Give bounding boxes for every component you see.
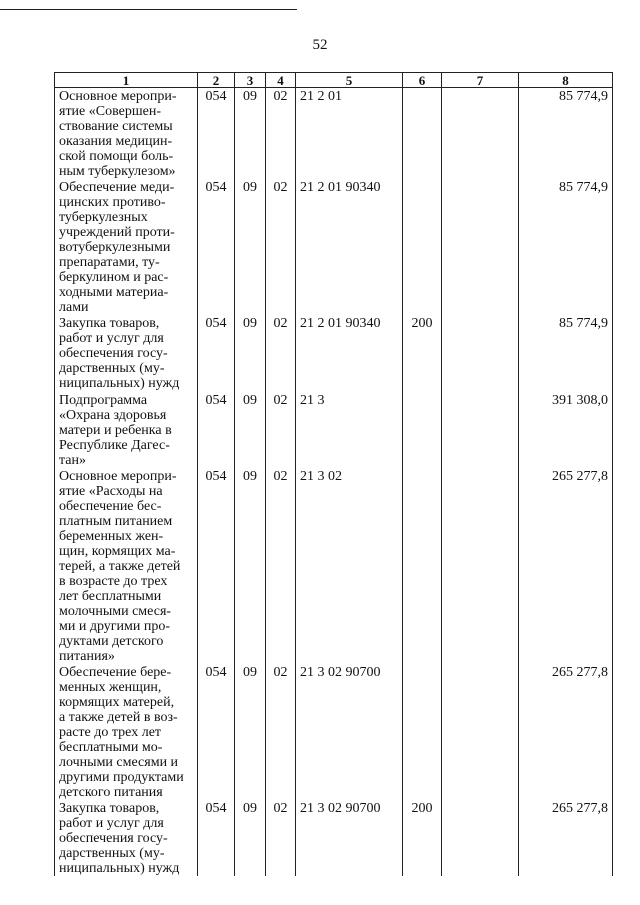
row-code-3: 09 [235, 800, 266, 876]
row-code-2: 054 [198, 315, 235, 392]
row-code-7 [442, 179, 519, 315]
row-code-7 [442, 800, 519, 876]
row-code-4: 02 [266, 468, 296, 664]
row-code-5: 21 3 02 90700 [296, 664, 403, 800]
header-col-7: 7 [442, 73, 519, 88]
header-col-3: 3 [235, 73, 266, 88]
row-name: Закупка товаров, работ и услуг для обеспечения госу- дарственных (му- ниципальных) нужд [55, 315, 198, 392]
table-row [55, 392, 613, 468]
row-code-5: 21 2 01 90340 [296, 179, 403, 315]
header-col-1: 1 [55, 73, 198, 88]
row-code-6: 200 [403, 315, 442, 392]
header-row [55, 73, 613, 88]
row-code-6: 200 [403, 800, 442, 876]
table-row [55, 315, 613, 392]
row-code-6 [403, 392, 442, 468]
row-name: Обеспечение меди- цинских противо- туберкулезных учреждений проти- вотуберкулезными препаратами, ту- беркулином и рас- ходными материа- лами [55, 179, 198, 315]
row-code-2: 054 [198, 468, 235, 664]
row-code-7 [442, 468, 519, 664]
budget-table [54, 72, 613, 876]
row-amount: 85 774,9 [519, 88, 613, 180]
row-code-6 [403, 179, 442, 315]
row-code-5: 21 2 01 90340 [296, 315, 403, 392]
row-code-5: 21 3 02 [296, 468, 403, 664]
row-code-6 [403, 664, 442, 800]
table-row [55, 664, 613, 800]
header-col-6: 6 [403, 73, 442, 88]
row-code-2: 054 [198, 664, 235, 800]
row-code-5: 21 3 [296, 392, 403, 468]
row-code-4: 02 [266, 800, 296, 876]
row-code-7 [442, 88, 519, 180]
row-name: Основное меропри- ятие «Совершен- ствование системы оказания медицин- ской помощи боль- ным туберкулезом» [55, 88, 198, 180]
row-code-2: 054 [198, 392, 235, 468]
row-code-3: 09 [235, 392, 266, 468]
row-name: Обеспечение бере- менных женщин, кормящих матерей, а также детей в воз- расте до трех лет бесплатными мо- лочными смесями и другими продуктами детского питания [55, 664, 198, 800]
table-row [55, 800, 613, 876]
row-code-4: 02 [266, 179, 296, 315]
row-code-6 [403, 88, 442, 180]
row-code-3: 09 [235, 468, 266, 664]
row-code-5: 21 2 01 [296, 88, 403, 180]
row-code-3: 09 [235, 315, 266, 392]
header-col-4: 4 [266, 73, 296, 88]
table-row [55, 88, 613, 180]
row-code-7 [442, 392, 519, 468]
row-amount: 85 774,9 [519, 179, 613, 315]
row-code-3: 09 [235, 88, 266, 180]
row-amount: 265 277,8 [519, 468, 613, 664]
row-code-2: 054 [198, 88, 235, 180]
header-col-5: 5 [296, 73, 403, 88]
row-name: Закупка товаров, работ и услуг для обеспечения госу- дарственных (му- ниципальных) нужд [55, 800, 198, 876]
header-col-8: 8 [519, 73, 613, 88]
row-code-2: 054 [198, 179, 235, 315]
row-amount: 85 774,9 [519, 315, 613, 392]
row-amount: 391 308,0 [519, 392, 613, 468]
header-col-2: 2 [198, 73, 235, 88]
table-row [55, 179, 613, 315]
row-code-4: 02 [266, 392, 296, 468]
row-code-7 [442, 664, 519, 800]
row-code-6 [403, 468, 442, 664]
row-code-2: 054 [198, 800, 235, 876]
row-code-3: 09 [235, 664, 266, 800]
row-code-3: 09 [235, 179, 266, 315]
row-code-7 [442, 315, 519, 392]
row-code-5: 21 3 02 90700 [296, 800, 403, 876]
row-code-4: 02 [266, 315, 296, 392]
row-code-4: 02 [266, 88, 296, 180]
row-amount: 265 277,8 [519, 800, 613, 876]
row-name: Подпрограмма «Охрана здоровья матери и ребенка в Республике Дагес- тан» [55, 392, 198, 468]
table-row [55, 468, 613, 664]
row-code-4: 02 [266, 664, 296, 800]
top-rule [0, 9, 297, 10]
row-amount: 265 277,8 [519, 664, 613, 800]
page-number: 52 [312, 37, 328, 53]
row-name: Основное меропри- ятие «Расходы на обеспечение бес- платным питанием беременных жен- щин, кормящих ма- терей, а также детей в возрасте до трех лет бесплатными молочными смеся- ми и другими про- дуктами детского питания» [55, 468, 198, 664]
